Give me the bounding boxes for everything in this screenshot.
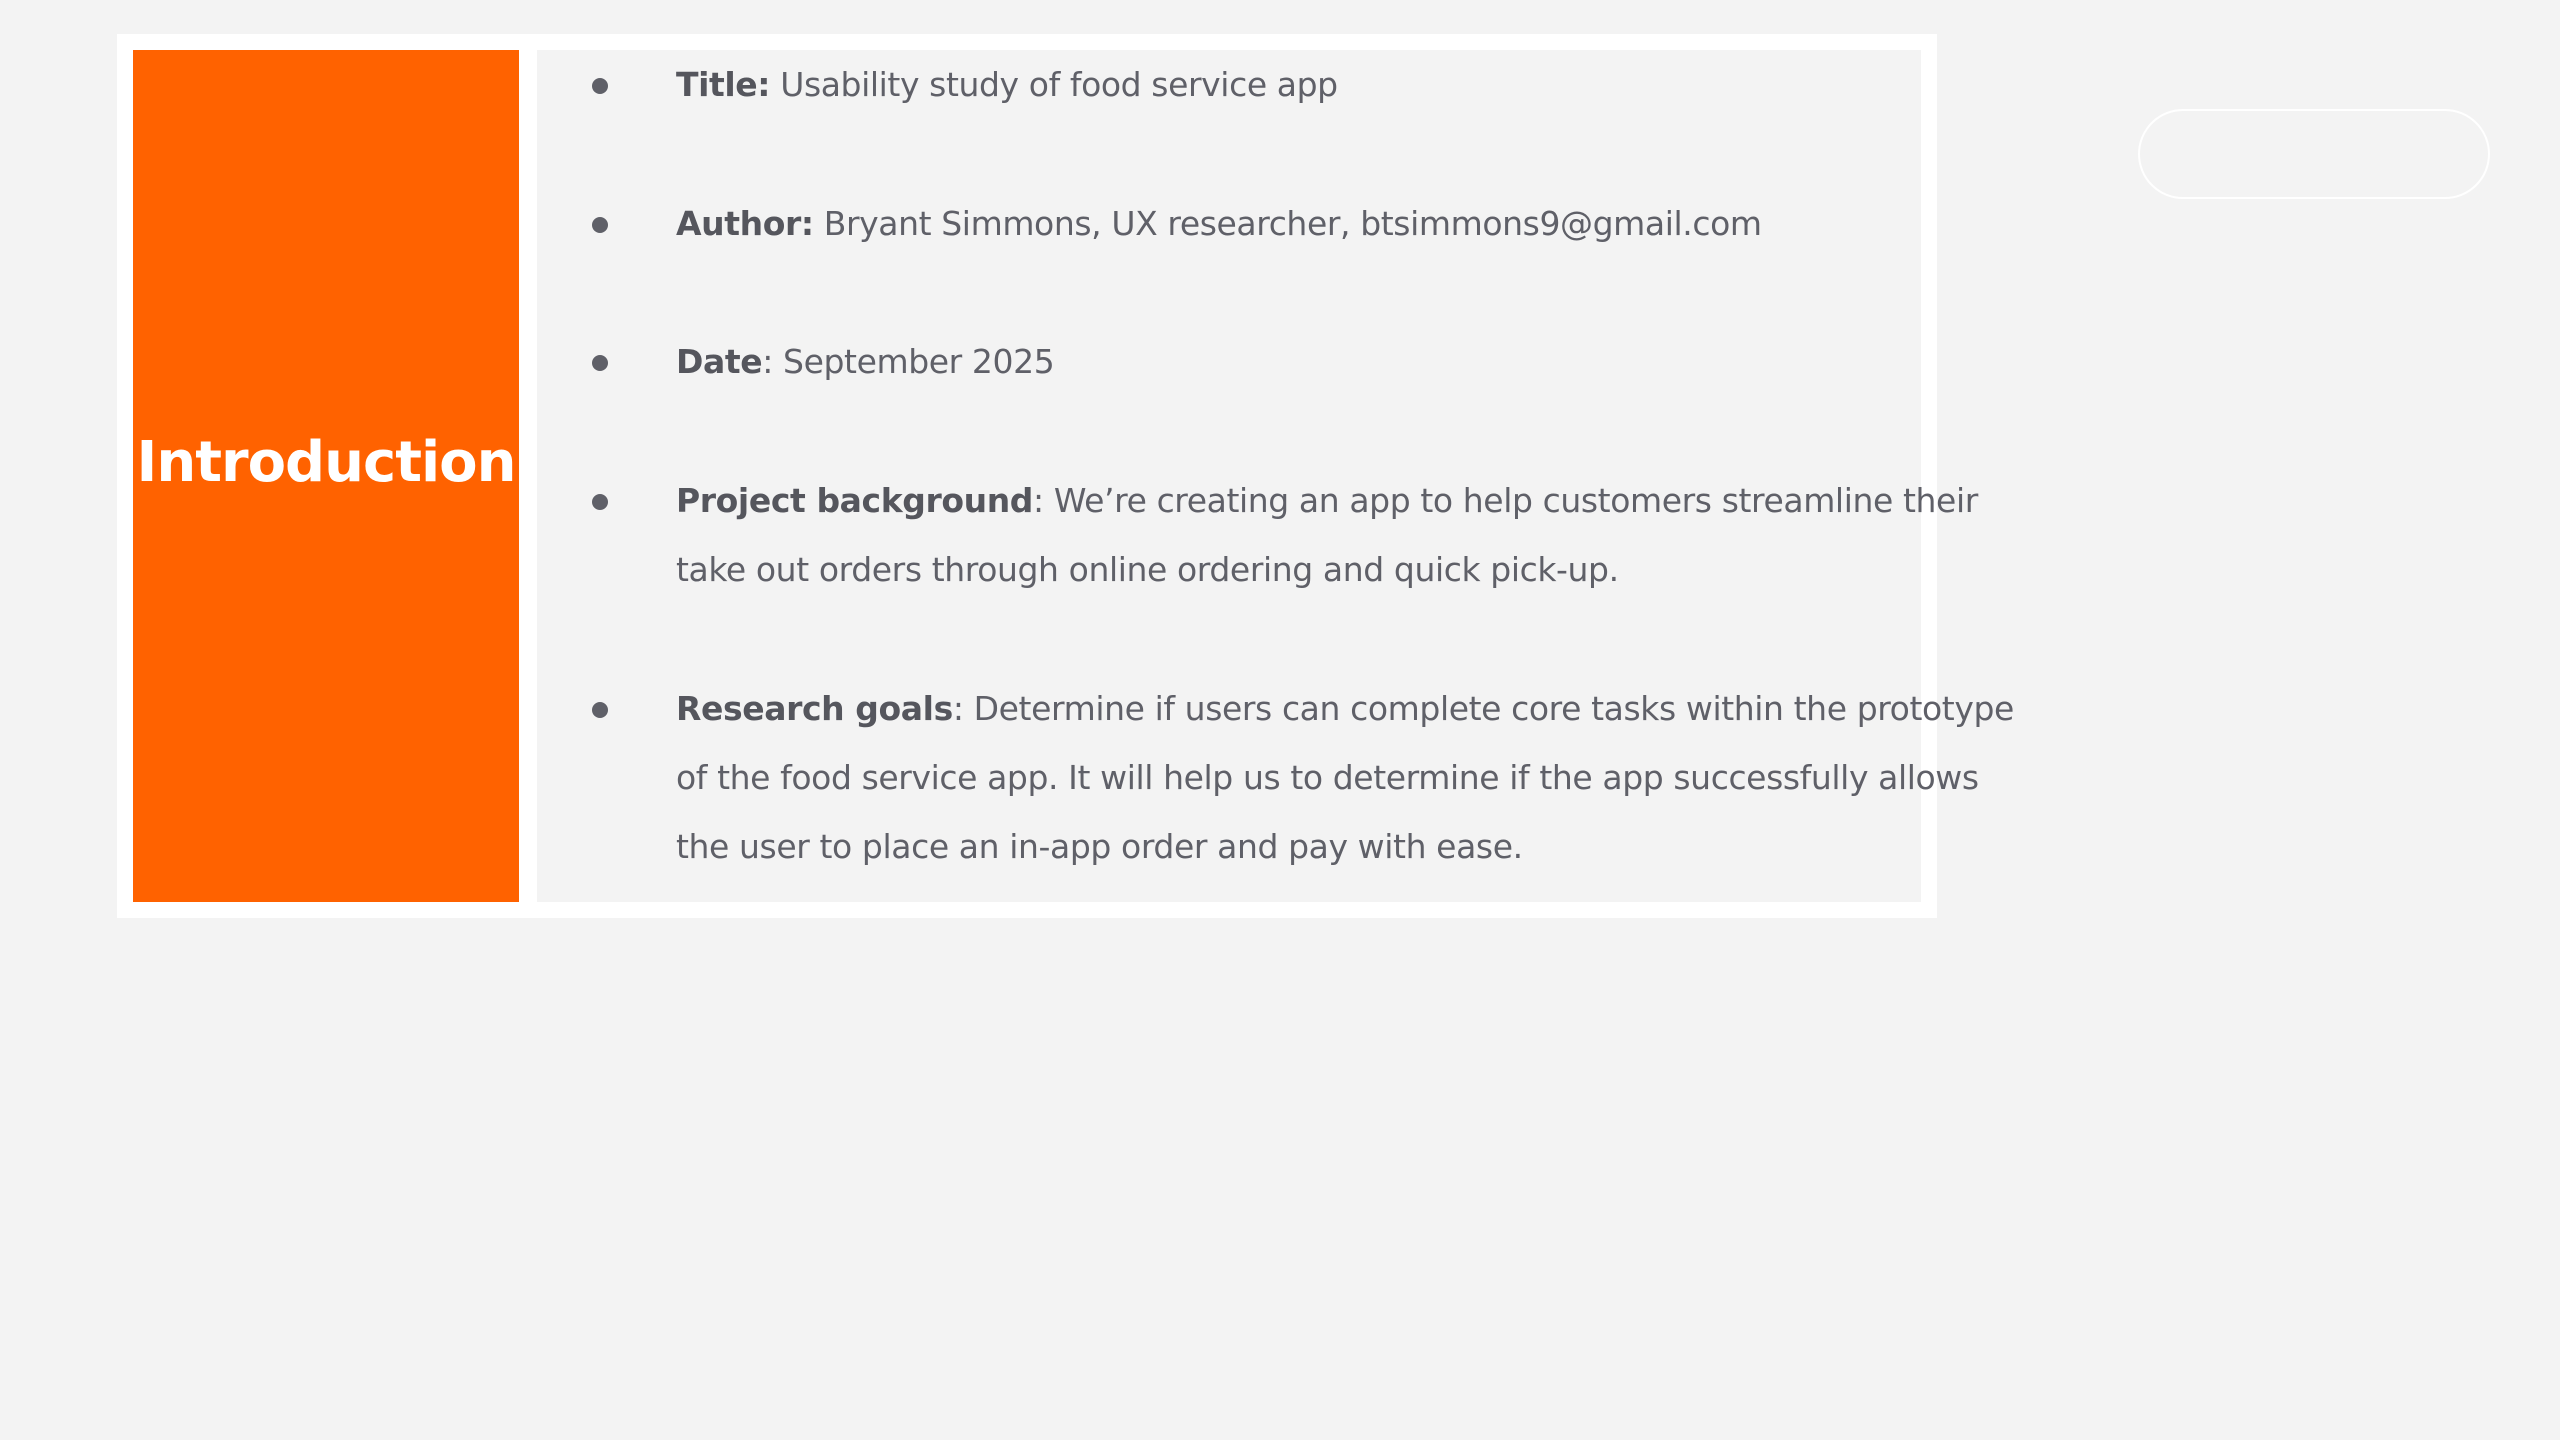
- item-separator: [814, 204, 824, 243]
- item-separator: :: [1033, 481, 1054, 520]
- pill-button[interactable]: [2138, 109, 2490, 199]
- item-label: Title:: [676, 65, 771, 104]
- item-label: Author:: [676, 204, 814, 243]
- slide-card: [117, 34, 2014, 918]
- item-text: [676, 189, 1916, 259]
- item-separator: [770, 65, 780, 104]
- item-label: Research goals: [676, 689, 953, 728]
- item-line: Usability study of food service app: [780, 65, 1338, 104]
- item-separator: :: [762, 342, 784, 381]
- item-text-continued: [676, 535, 1916, 605]
- item-separator: :: [952, 689, 974, 728]
- item-label: Project background: [676, 481, 1034, 520]
- item-line: take out orders through online ordering and quick pick-up.: [676, 550, 1619, 589]
- slide-title: Introduction: [136, 429, 516, 495]
- bullet-icon: [592, 355, 608, 371]
- item-text: [676, 50, 1916, 120]
- item-label: Date: [676, 342, 763, 381]
- item-text-continued: [676, 743, 1979, 813]
- title-panel: [133, 50, 519, 902]
- item-line: September 2025: [783, 342, 1055, 381]
- bullet-icon: [592, 702, 608, 718]
- item-text: [676, 466, 1978, 536]
- content-panel: [537, 50, 2014, 902]
- item-line: the user to place an in-app order and pay with ease.: [676, 827, 1523, 866]
- bullet-icon: [592, 78, 608, 94]
- bullet-icon: [592, 217, 608, 233]
- item-text: [676, 327, 1916, 397]
- item-line: of the food service app. It will help us to determine if the app successfully allows: [676, 758, 1979, 797]
- item-line: Determine if users can complete core tasks within the prototype: [973, 689, 2014, 728]
- item-text: [676, 674, 2014, 744]
- item-line: Bryant Simmons, UX researcher, btsimmons9@gmail.com: [823, 204, 1762, 243]
- item-line: We’re creating an app to help customers streamline their: [1053, 481, 1978, 520]
- item-text-continued: [676, 812, 1916, 882]
- bullet-icon: [592, 494, 608, 510]
